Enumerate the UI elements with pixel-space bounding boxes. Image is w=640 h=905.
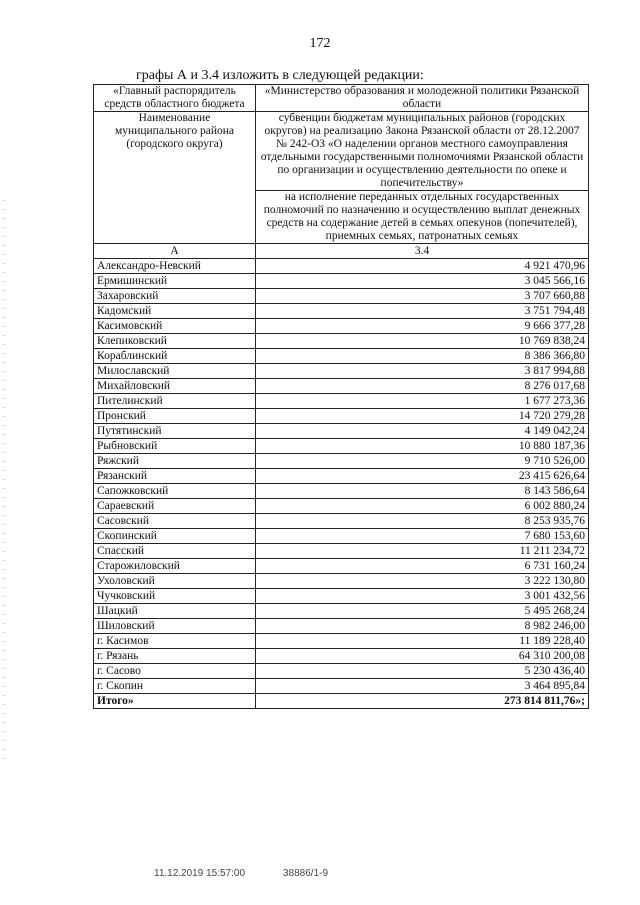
subvention-amount: 3 707 660,88 [256, 289, 589, 304]
district-name: Сасовский [94, 514, 256, 529]
subvention-amount: 14 720 279,28 [256, 409, 589, 424]
table-row [94, 544, 589, 559]
column-code-3-4: 3.4 [256, 244, 589, 259]
subvention-amount: 8 276 017,68 [256, 379, 589, 394]
district-name: Клепиковский [94, 334, 256, 349]
subvention-amount: 8 253 935,76 [256, 514, 589, 529]
subvention-amount: 3 751 794,48 [256, 304, 589, 319]
page-number: 172 [309, 36, 331, 51]
table-row [94, 274, 589, 289]
table-row [94, 364, 589, 379]
subvention-amount: 4 149 042,24 [256, 424, 589, 439]
district-name: Пронский [94, 409, 256, 424]
table-row [94, 619, 589, 634]
table-row [94, 379, 589, 394]
subvention-amount: 5 495 268,24 [256, 604, 589, 619]
table-row [94, 499, 589, 514]
subvention-amount: 5 230 436,40 [256, 664, 589, 679]
district-name: Милославский [94, 364, 256, 379]
subvention-amount: 6 002 880,24 [256, 499, 589, 514]
table-row [94, 334, 589, 349]
district-name: Рязанский [94, 469, 256, 484]
subvention-amount: 10 880 187,36 [256, 439, 589, 454]
table-row [94, 634, 589, 649]
table-row [94, 679, 589, 694]
table-row [94, 559, 589, 574]
subvention-amount: 8 386 366,80 [256, 349, 589, 364]
table-row [94, 349, 589, 364]
district-name: Старожиловский [94, 559, 256, 574]
district-name: Ухоловский [94, 574, 256, 589]
district-name: Шиловский [94, 619, 256, 634]
district-name: Чучковский [94, 589, 256, 604]
district-name: Касимовский [94, 319, 256, 334]
header-district-name-label: Наименование муниципального района (городского округа) [94, 112, 256, 244]
table-row [94, 604, 589, 619]
scan-artifact [2, 200, 5, 760]
district-name: г. Скопин [94, 679, 256, 694]
subvention-amount: 10 769 838,24 [256, 334, 589, 349]
column-code-row [94, 244, 589, 259]
table-row [94, 649, 589, 664]
district-name: Захаровский [94, 289, 256, 304]
subvention-amount: 9 710 526,00 [256, 454, 589, 469]
subvention-amount: 3 001 432,56 [256, 589, 589, 604]
table-row [94, 394, 589, 409]
table-row [94, 319, 589, 334]
header-subvention-description: субвенции бюджетам муниципальных районов (городских округов) на реализацию Закона Рязанской области от 28.12.2007 № 242-ОЗ «О наделении органов местного самоуправления отдельными государственными полномочиями Рязанской области по организации и осуществлению деятельности по опеке и попечительству» [256, 112, 589, 191]
district-name: Кораблинский [94, 349, 256, 364]
district-name: Скопинский [94, 529, 256, 544]
subvention-amount: 1 677 273,36 [256, 394, 589, 409]
table-row [94, 259, 589, 274]
table-row [94, 424, 589, 439]
header-purpose: на исполнение переданных отдельных государственных полномочий по назначению и осуществлению выплат денежных средств на содержание детей в семьях опекунов (попечителей), приемных семьях, патронатных семьях [256, 191, 589, 244]
header-row-name [94, 112, 589, 191]
district-name: Михайловский [94, 379, 256, 394]
district-name: Александро-Невский [94, 259, 256, 274]
subvention-amount: 8 982 246,00 [256, 619, 589, 634]
subvention-amount: 11 189 228,40 [256, 634, 589, 649]
table-row [94, 514, 589, 529]
intro-text: графы А и 3.4 изложить в следующей редакции: [136, 68, 424, 83]
subvention-amount: 3 817 994,88 [256, 364, 589, 379]
district-name: Сараевский [94, 499, 256, 514]
district-name: Ермишинский [94, 274, 256, 289]
table-row [94, 589, 589, 604]
table-row [94, 469, 589, 484]
district-name: Пителинский [94, 394, 256, 409]
district-name: Сапожковский [94, 484, 256, 499]
district-name: г. Касимов [94, 634, 256, 649]
table-row [94, 409, 589, 424]
header-ministry: «Министерство образования и молодежной политики Рязанской области [256, 85, 589, 112]
table-row [94, 454, 589, 469]
header-row-distributor [94, 85, 589, 112]
district-name: Путятинский [94, 424, 256, 439]
district-name: Ряжский [94, 454, 256, 469]
subvention-amount: 64 310 200,08 [256, 649, 589, 664]
subvention-amount: 8 143 586,64 [256, 484, 589, 499]
subvention-amount: 3 222 130,80 [256, 574, 589, 589]
district-name: г. Сасово [94, 664, 256, 679]
subvention-amount: 11 211 234,72 [256, 544, 589, 559]
subvention-amount: 4 921 470,96 [256, 259, 589, 274]
subvention-amount: 9 666 377,28 [256, 319, 589, 334]
district-name: г. Рязань [94, 649, 256, 664]
district-name: Спасский [94, 544, 256, 559]
total-label: Итого» [94, 694, 256, 709]
district-name: Шацкий [94, 604, 256, 619]
subvention-amount: 6 731 160,24 [256, 559, 589, 574]
footer-document-code: 38886/1-9 [283, 868, 329, 879]
budget-table [93, 84, 589, 709]
subvention-amount: 7 680 153,60 [256, 529, 589, 544]
district-name: Рыбновский [94, 439, 256, 454]
total-row [94, 694, 589, 709]
table-row [94, 664, 589, 679]
table-row [94, 439, 589, 454]
table-row [94, 304, 589, 319]
table-row [94, 484, 589, 499]
table-row [94, 574, 589, 589]
subvention-amount: 3 045 566,16 [256, 274, 589, 289]
subvention-amount: 23 415 626,64 [256, 469, 589, 484]
total-amount: 273 814 811,76»; [256, 694, 589, 709]
column-code-a: А [94, 244, 256, 259]
footer-timestamp: 11.12.2019 15:57:00 [154, 868, 246, 879]
table-row [94, 529, 589, 544]
header-distributor-label: «Главный распорядитель средств областного бюджета [94, 85, 256, 112]
subvention-amount: 3 464 895,84 [256, 679, 589, 694]
table-row [94, 289, 589, 304]
district-name: Кадомский [94, 304, 256, 319]
